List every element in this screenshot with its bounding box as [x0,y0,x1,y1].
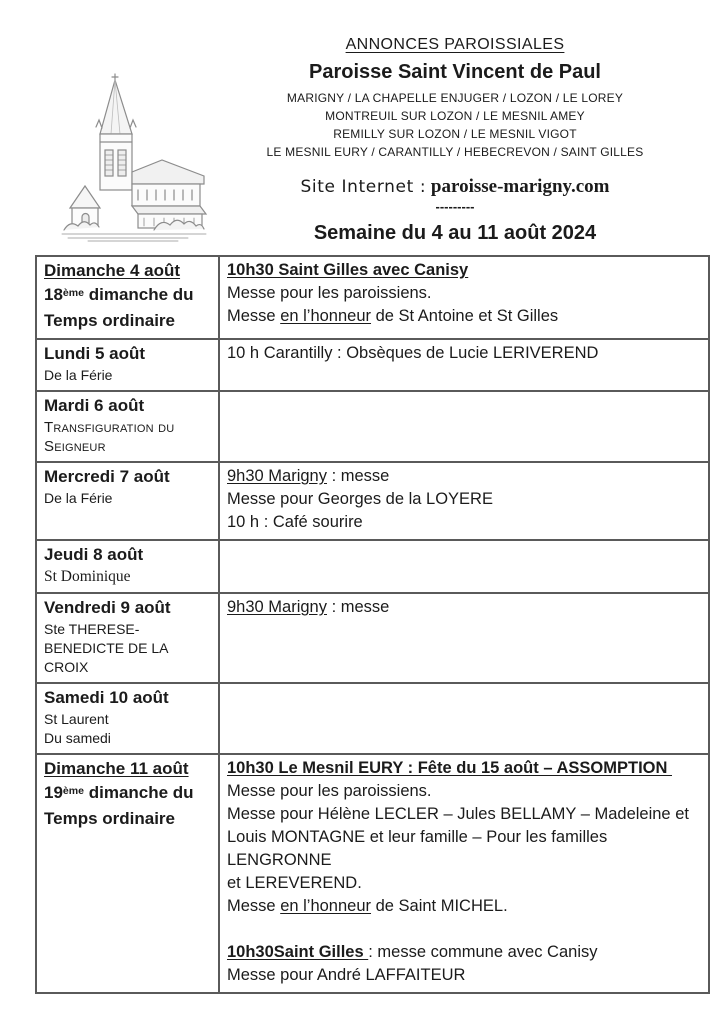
text-segment: Mercredi 7 août [44,467,170,486]
table-row [36,540,709,593]
text-line [44,596,210,620]
day-cell [36,683,219,754]
text-segment: St Laurent [44,711,109,727]
text-segment: Temps ordinaire [44,311,175,330]
page-title: ANNONCES PAROISSIALES [345,36,565,53]
website-line [188,176,722,198]
table-row [36,593,709,683]
text-segment: 9h30 Marigny [227,467,327,485]
text-segment: Messe pour André LAFFAITEUR [227,966,466,984]
text-line [227,511,700,534]
text-line [227,803,700,826]
text-segment: 10h30 Saint Gilles avec Canisy [227,261,469,279]
website-label: Site Internet : [300,177,427,197]
day-cell [36,256,219,339]
day-cell [36,754,219,993]
text-segment: Jeudi 8 août [44,545,144,564]
text-segment: ème [62,286,84,299]
text-segment: 10 h Carantilly : Obsèques de Lucie LERIVEREND [227,344,599,362]
text-segment: : messe [326,598,390,616]
text-segment: Messe [227,897,281,915]
events-cell [219,462,709,540]
text-segment: Vendredi 9 août [44,598,171,617]
text-segment: Temps ordinaire [44,809,175,828]
text-segment: De la Férie [44,490,113,506]
text-segment: dimanche du [84,285,194,304]
text-segment: Messe pour Georges de la LOYERE [227,490,493,508]
day-cell [36,593,219,683]
text-segment: de St Antoine et St Gilles [371,307,559,325]
table-row [36,339,709,391]
text-line [227,282,700,305]
text-segment: Messe pour les paroissiens. [227,284,432,302]
text-line [44,543,210,567]
text-segment: Transfiguration du [44,419,175,436]
text-line [227,872,700,895]
text-line [44,781,210,807]
text-segment: CROIX [44,659,89,675]
text-line [227,757,700,780]
text-line [227,918,700,941]
text-segment: Du samedi [44,730,111,746]
text-line [227,941,700,964]
text-line [44,686,210,710]
text-segment: de Saint MICHEL. [371,897,508,915]
text-segment: Louis MONTAGNE et leur famille – Pour les familles LENGRONNE [227,828,612,869]
text-segment: : messe [326,467,390,485]
table-row [36,256,709,339]
text-segment: Messe pour Hélène LECLER – Jules BELLAMY – Madeleine et [227,805,689,823]
day-cell [36,540,219,593]
text-line [227,465,700,488]
table-row [36,391,709,462]
text-line [44,283,210,309]
day-cell [36,391,219,462]
text-line [44,309,210,333]
text-segment: Mardi 6 août [44,396,145,415]
events-cell [219,540,709,593]
text-line [44,639,210,658]
table-row [36,683,709,754]
week-title: Semaine du 4 au 11 août 2024 [313,222,597,244]
events-cell [219,391,709,462]
locality-line: MARIGNY / LA CHAPELLE ENJUGER / LOZON / LE LOREY [286,91,624,105]
text-segment: en l’honneur [280,897,372,915]
text-line [44,489,210,508]
text-segment: Seigneur [44,438,106,455]
text-segment: 10 h : Café sourire [227,513,363,531]
text-line [44,259,210,283]
events-cell [219,256,709,339]
text-segment: 9h30 Marigny [227,598,327,616]
text-segment: 18 [44,285,63,304]
events-cell [219,683,709,754]
text-line [227,780,700,803]
text-line [44,437,210,456]
text-line [44,418,210,437]
text-segment: et LEREVEREND. [227,874,362,892]
text-line [44,729,210,748]
text-line [227,488,700,511]
text-line [227,342,700,365]
text-line [44,567,210,587]
text-line [44,342,210,366]
text-line [227,596,700,619]
text-line [227,259,700,282]
text-segment: : messe commune avec Canisy [368,943,598,961]
schedule-table [35,255,710,994]
text-segment: Ste THERESE- [44,621,140,637]
text-segment: dimanche du [84,783,194,802]
events-cell [219,339,709,391]
events-cell [219,754,709,993]
text-segment: en l’honneur [280,307,372,325]
text-segment: Dimanche 4 août [44,261,181,280]
text-segment: BENEDICTE DE LA [44,640,169,656]
text-line [44,757,210,781]
text-line [44,620,210,639]
text-segment: Messe [227,307,281,325]
locality-line: LE MESNIL EURY / CARANTILLY / HEBECREVON / SAINT GILLES [266,145,644,159]
text-line [44,807,210,831]
text-line [44,710,210,729]
text-segment: St Dominique [44,568,131,585]
table-row [36,462,709,540]
text-line [44,465,210,489]
website-url: paroisse-marigny.com [430,176,610,197]
table-row [36,754,709,993]
parish-name: Paroisse Saint Vincent de Paul [309,61,601,83]
text-segment: Samedi 10 août [44,688,169,707]
text-segment: Messe pour les paroissiens. [227,782,432,800]
text-line [227,305,700,328]
day-cell [36,339,219,391]
events-cell [219,593,709,683]
text-line [227,826,700,872]
parish-localities [188,89,722,161]
schedule-table-body [36,256,709,993]
text-segment: Dimanche 11 août [44,759,189,778]
dashes-divider: --------- [435,199,475,214]
locality-line: MONTREUIL SUR LOZON / LE MESNIL AMEY [325,109,585,123]
text-segment: ème [62,784,84,797]
text-segment: Lundi 5 août [44,344,146,363]
day-cell [36,462,219,540]
text-segment: 10h30Saint Gilles [227,943,369,961]
text-segment: 10h30 Le Mesnil EURY : Fête du 15 août – ASSOMPTION [227,759,672,777]
text-segment: 19 [44,783,63,802]
text-line [44,366,210,385]
text-line [44,394,210,418]
text-segment: De la Férie [44,367,113,383]
text-line [44,658,210,677]
locality-line: REMILLY SUR LOZON / LE MESNIL VIGOT [333,127,577,141]
text-line [227,895,700,918]
document-header [188,0,722,245]
text-line [227,964,700,987]
